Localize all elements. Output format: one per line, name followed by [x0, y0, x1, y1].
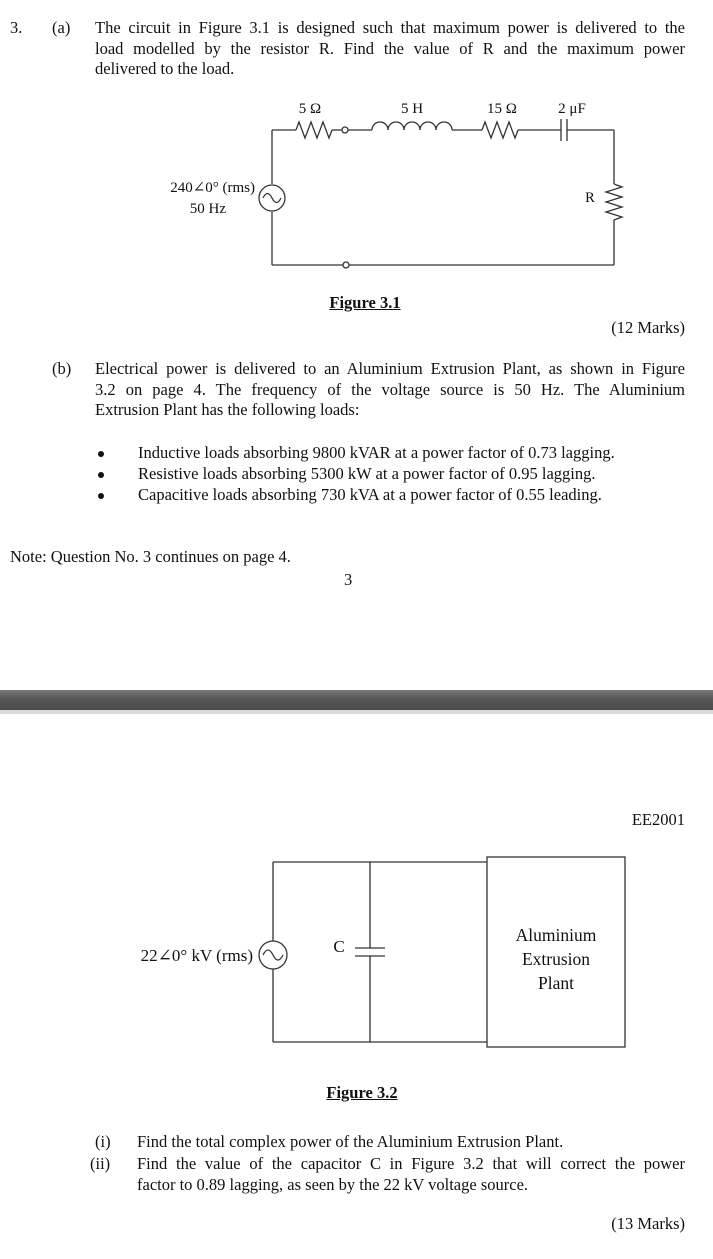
page-divider-shadow	[0, 710, 713, 714]
list-item	[96, 485, 696, 506]
label-5ohm: 5 Ω	[298, 101, 322, 117]
figure-3-1-circuit	[0, 90, 713, 320]
list-item-text: Resistive loads absorbing 5300 kW at a power factor of 0.95 lagging.	[138, 464, 596, 483]
resistor-5ohm	[296, 122, 332, 138]
label-r: R	[585, 190, 595, 206]
sub-ii-line-1: Find the value of the capacitor C in Figure 3.2 that will correct the power	[137, 1154, 685, 1173]
part-a-line-1: The circuit in Figure 3.1 is designed such that maximum power is delivered to the	[95, 18, 685, 37]
list-item-text: Capacitive loads absorbing 730 kVA at a power factor of 0.55 leading.	[138, 485, 602, 504]
part-a-line-2: load modelled by the resistor R. Find the value of R and the maximum power	[95, 38, 685, 58]
bullet	[98, 472, 104, 478]
sub-i-text: Find the total complex power of the Aluminium Extrusion Plant.	[137, 1132, 564, 1151]
part-a-marks: (12 Marks)	[611, 318, 685, 337]
page-divider	[0, 690, 713, 710]
plant-label-line-3: Plant	[538, 973, 574, 993]
label-5h: 5 H	[400, 101, 424, 117]
source-label: 22∠0° kV (rms)	[140, 946, 253, 965]
source-label-line-1: 240∠0° (rms)	[170, 180, 255, 196]
load-resistor-r	[606, 184, 622, 220]
course-code: EE2001	[631, 810, 685, 829]
part-b-line-2: 3.2 on page 4. The frequency of the voltage source is 50 Hz. The Aluminium	[95, 379, 685, 399]
page-number: 3	[344, 570, 353, 589]
source-label-line-2: 50 Hz	[189, 201, 226, 217]
sub-i-label: (i)	[95, 1132, 111, 1151]
sub-ii-text	[137, 1154, 685, 1195]
plant-label-line-1: Aluminium	[515, 925, 597, 945]
question-number: 3.	[10, 18, 23, 37]
continuation-note: Note: Question No. 3 continues on page 4.	[10, 547, 291, 566]
list-item	[96, 443, 696, 464]
part-b-line-1: Electrical power is delivered to an Aluminium Extrusion Plant, as shown in Figure	[95, 359, 685, 378]
part-a-text	[95, 18, 685, 80]
bullet	[98, 493, 104, 499]
node-bottom	[343, 262, 349, 268]
list-item	[96, 464, 696, 485]
part-b-marks: (13 Marks)	[611, 1214, 685, 1233]
figure-3-2-circuit	[0, 850, 713, 1055]
figure-3-1-caption: Figure 3.1	[329, 293, 401, 312]
label-15ohm: 15 Ω	[487, 101, 517, 117]
part-b-text	[95, 359, 685, 421]
capacitor-label: C	[333, 937, 345, 956]
plant-label-line-2: Extrusion	[521, 949, 591, 969]
sub-ii-label: (ii)	[90, 1154, 111, 1173]
node-top	[342, 127, 348, 133]
bullet	[98, 451, 104, 457]
resistor-15ohm	[482, 122, 518, 138]
list-item-text: Inductive loads absorbing 9800 kVAR at a power factor of 0.73 lagging.	[138, 443, 615, 462]
part-a-label: (a)	[52, 18, 71, 37]
part-b-line-3: Extrusion Plant has the following loads:	[95, 400, 360, 419]
part-a-line-3: delivered to the load.	[95, 59, 235, 78]
label-2uf: 2 μF	[558, 101, 586, 117]
sub-ii-line-2: factor to 0.89 lagging, as seen by the 22 kV voltage source.	[137, 1174, 529, 1194]
part-b-label: (b)	[52, 359, 72, 378]
load-list	[96, 443, 696, 506]
inductor-5h	[372, 122, 452, 130]
figure-3-2-caption: Figure 3.2	[326, 1083, 398, 1102]
